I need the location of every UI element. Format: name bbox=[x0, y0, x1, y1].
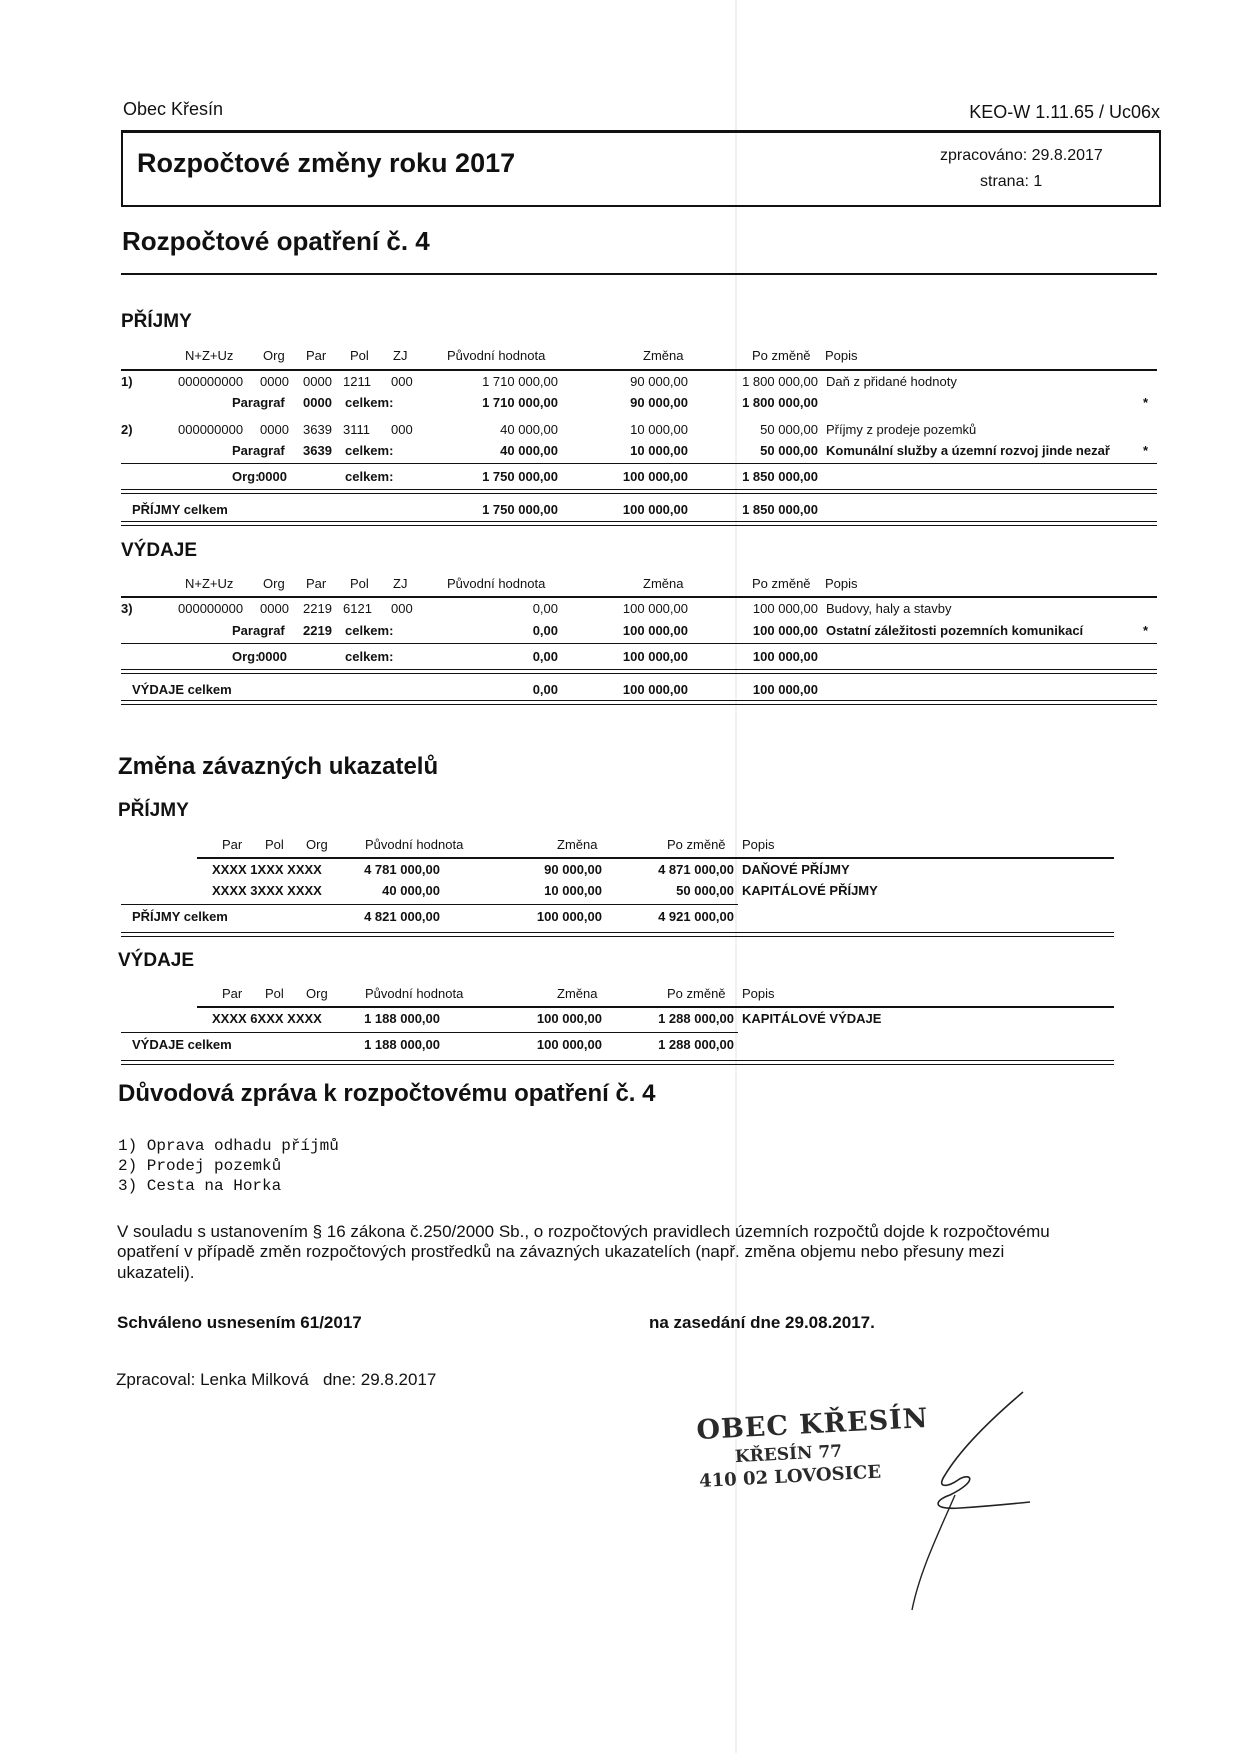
double-divider bbox=[121, 932, 1114, 937]
binding-expense-heading: VÝDAJE bbox=[118, 950, 195, 971]
processed-info: zpracováno: 29.8.2017 bbox=[940, 147, 1103, 164]
double-divider bbox=[121, 521, 1157, 526]
divider bbox=[197, 857, 1114, 859]
double-divider bbox=[121, 489, 1157, 494]
report-item: 2) Prodej pozemků bbox=[118, 1157, 282, 1175]
divider bbox=[121, 463, 1157, 464]
divider bbox=[121, 643, 1157, 644]
report-paragraph-line: V souladu s ustanovením § 16 zákona č.250/2000 Sb., o rozpočtových pravidlech územních rozpočtů dojde k rozpočtovému bbox=[117, 1222, 1050, 1241]
measure-title: Rozpočtové opatření č. 4 bbox=[122, 226, 430, 256]
divider bbox=[121, 904, 738, 905]
report-item: 1) Oprava odhadu příjmů bbox=[118, 1137, 339, 1155]
report-title: Důvodová zpráva k rozpočtovému opatření č. 4 bbox=[118, 1080, 656, 1107]
divider bbox=[121, 273, 1157, 275]
double-divider bbox=[121, 1060, 1114, 1065]
double-divider bbox=[121, 700, 1157, 705]
double-divider bbox=[121, 669, 1157, 674]
divider bbox=[121, 369, 1157, 371]
prepared-by: Zpracoval: Lenka Milková dne: 29.8.2017 bbox=[116, 1370, 437, 1389]
divider bbox=[197, 1006, 1114, 1008]
report-paragraph-line: ukazateli). bbox=[117, 1263, 195, 1282]
software-version: KEO-W 1.11.65 / Uc06x bbox=[969, 102, 1160, 122]
report-item: 3) Cesta na Horka bbox=[118, 1177, 282, 1195]
divider bbox=[121, 1032, 738, 1033]
official-stamp: OBEC KŘESÍN KŘESÍN 77 410 02 LOVOSICE bbox=[695, 1402, 930, 1493]
handwritten-signature bbox=[840, 1380, 1060, 1620]
divider bbox=[121, 596, 1157, 598]
municipality-name: Obec Křesín bbox=[123, 99, 224, 119]
expense-heading: VÝDAJE bbox=[121, 540, 198, 561]
binding-income-heading: PŘÍJMY bbox=[118, 800, 189, 821]
binding-title: Změna závazných ukazatelů bbox=[118, 753, 439, 780]
income-heading: PŘÍJMY bbox=[121, 311, 192, 332]
approved-resolution: Schváleno usnesením 61/2017 bbox=[117, 1313, 362, 1332]
meeting-date: na zasedání dne 29.08.2017. bbox=[649, 1313, 875, 1332]
page-title: Rozpočtové změny roku 2017 bbox=[137, 148, 516, 178]
report-paragraph-line: opatření v případě změn rozpočtových prostředků na závazných ukazatelích (např. změna objemu nebo přesuny mezi bbox=[117, 1242, 1005, 1261]
page-info: strana: 1 bbox=[980, 173, 1043, 190]
